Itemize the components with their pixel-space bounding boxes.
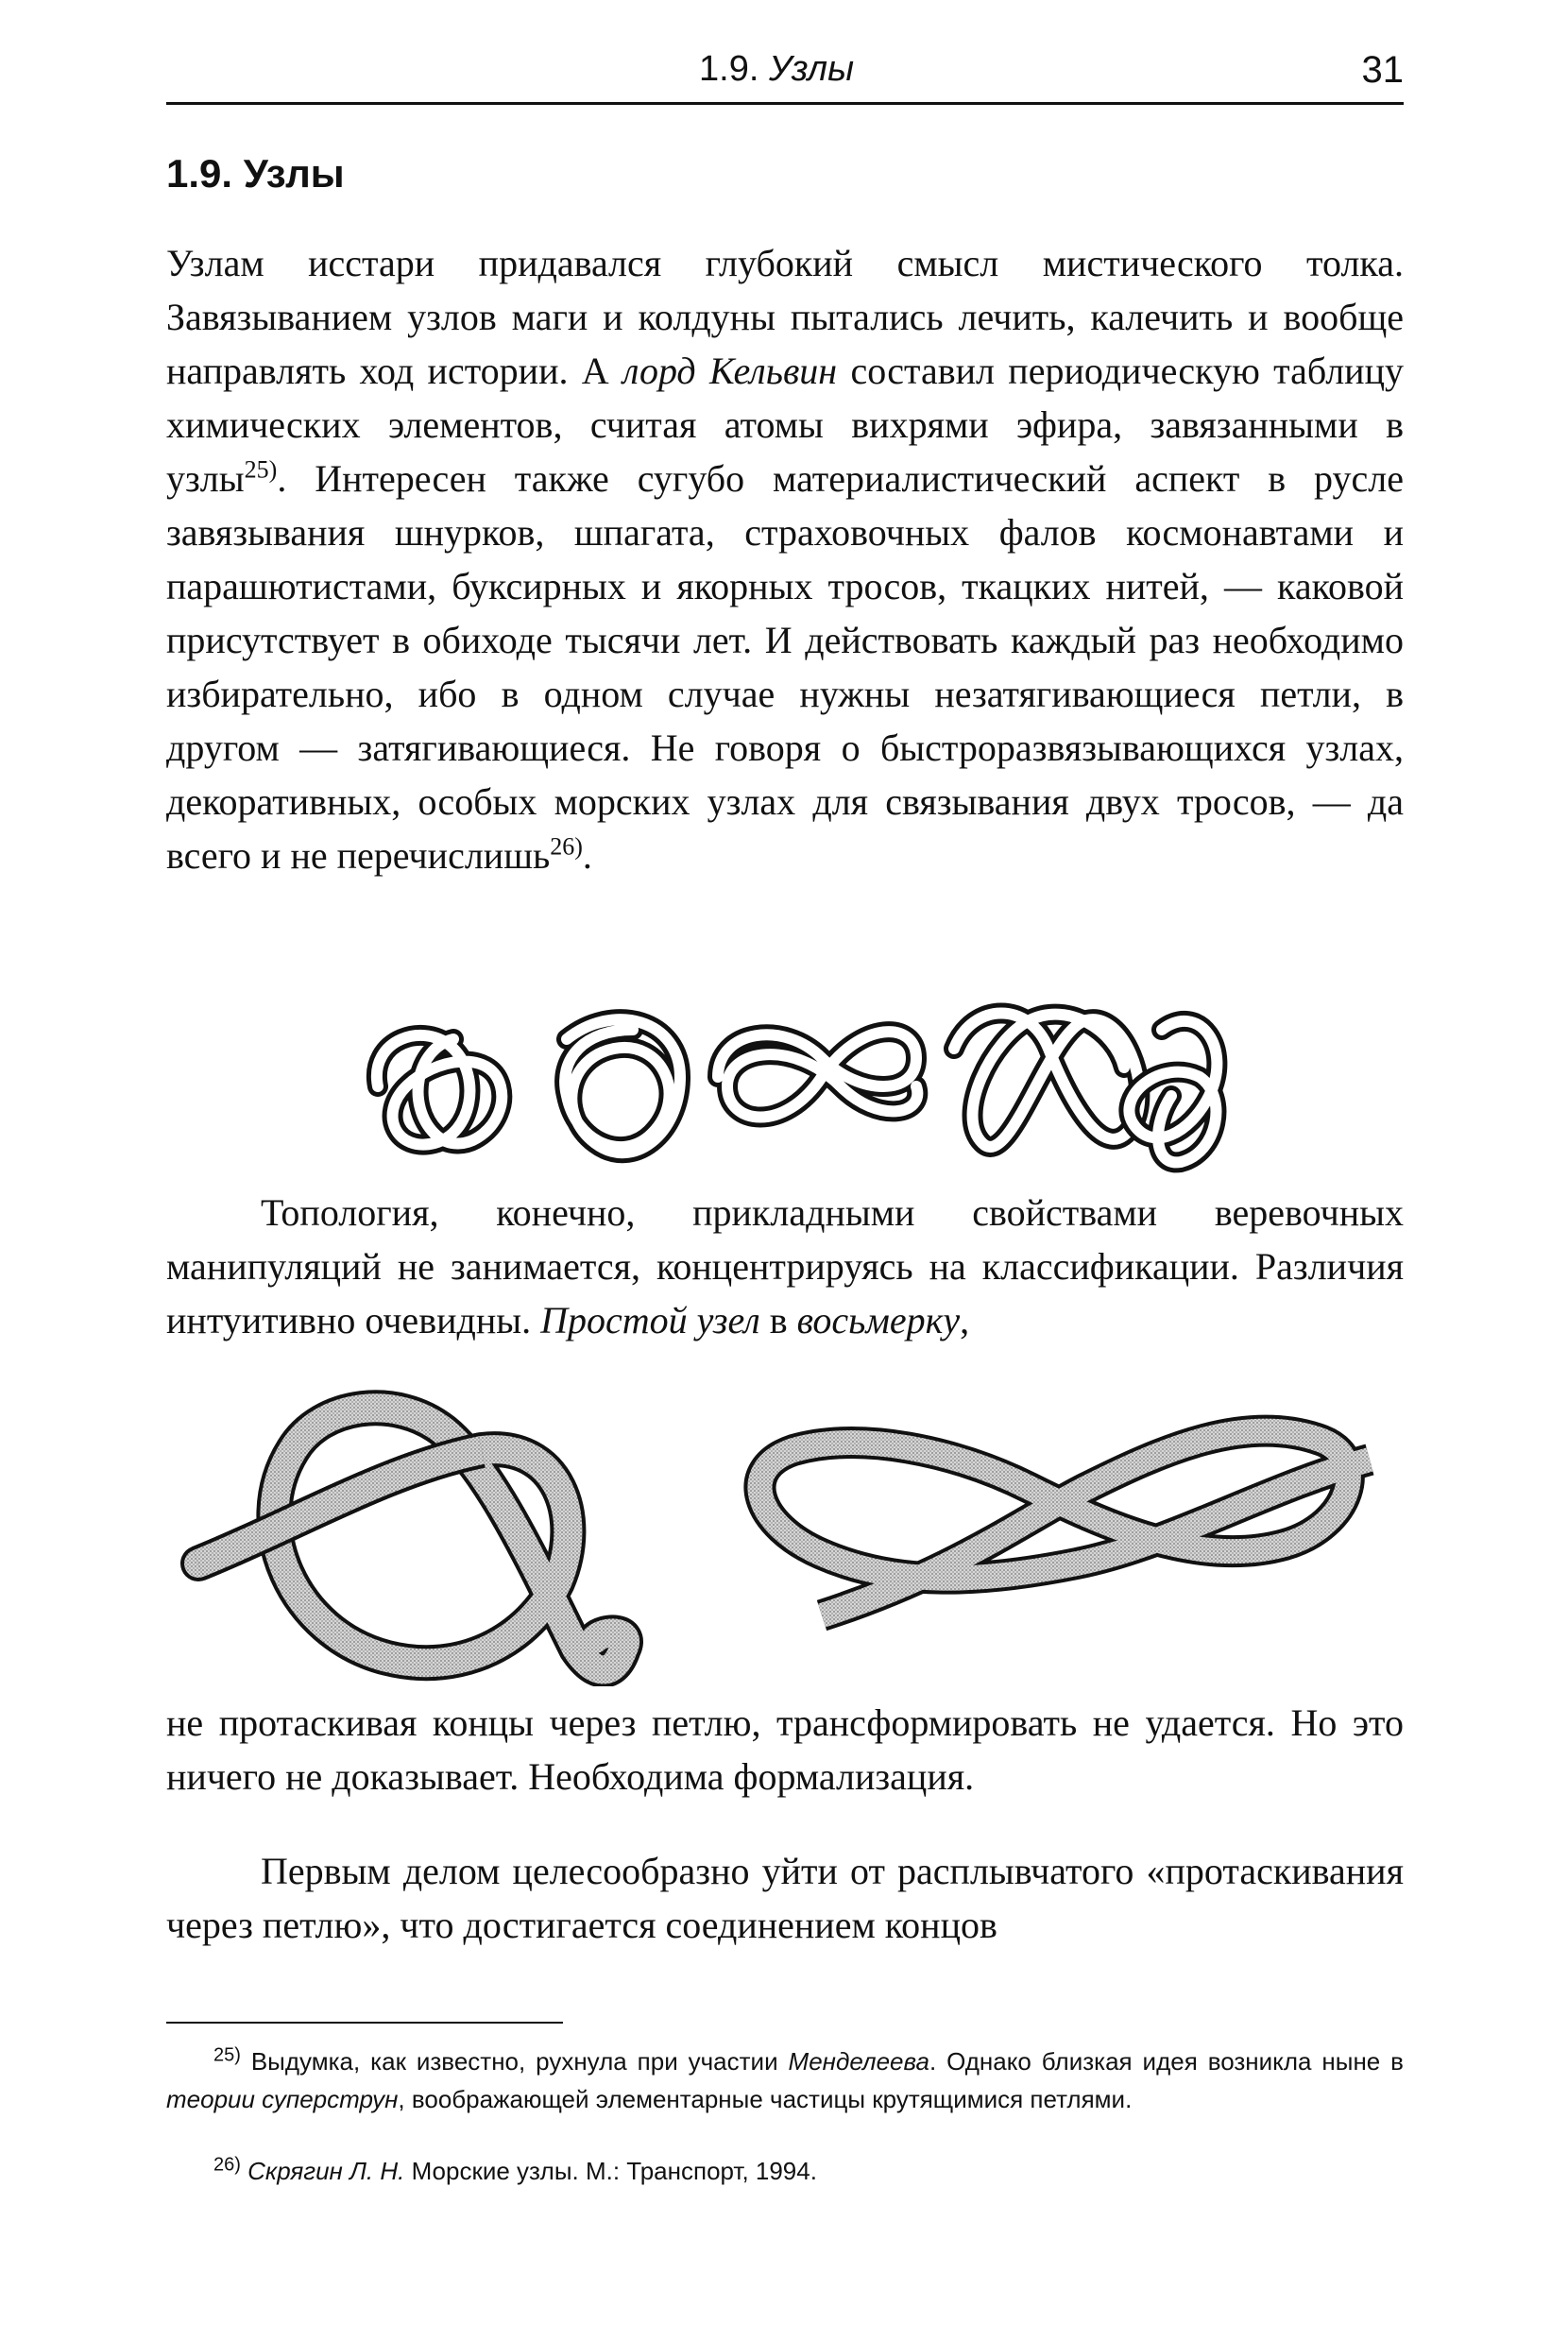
footnote-divider: [166, 2022, 563, 2024]
running-header: [166, 49, 1404, 105]
paragraph-2: Топология, конечно, прикладными свойствами веревочных манипуляций не занимается, концентрируясь на классификации. Различия интуитивно очевидны. Простой узел в восьмерку,: [166, 1191, 1404, 1341]
knot-d-icon: [954, 1014, 1139, 1147]
knot-c-icon: [718, 1032, 917, 1117]
paragraph-1: Узлам исстари придавался глубокий смысл мистического толка. Завязыванием узлов маги и колдуны пытались лечить, калечить и вообще направлять ход истории. А лорд Кельвин составил периодическую таблицу химических элементов, считая атомы вихрями эфира, завязанными в узлы$^{25)}$. Интересен также сугубо материалистический аспект в русле завязывания шнурков, шпагата, страховочных фалов космонавтами и парашютистами, буксирных и якорных тросов, ткацких нитей, — каковой присутствует в обиходе тысячи лет. И действовать каждый раз необходимо избирательно, ибо в одном случае нужны незатягивающиеся петли, в другом — затягивающиеся. Не говоря о быстроразвязывающихся узлах, декоративных, особых морских узлах для связывания двух тросов, — да всего и не перечислишь$^{26)}$.: [166, 242, 1404, 877]
knot-diagrams-row: [349, 983, 1237, 1186]
overhand-knot-icon: [198, 1408, 625, 1669]
rope-figures: [179, 1365, 1407, 1686]
knot-a-icon: [377, 1035, 502, 1145]
knot-e-icon: [1129, 1021, 1217, 1162]
paragraph-4: Первым делом целесообразно уйти от расплывчатого «протаскивания через петлю», что достигается соединением концов: [166, 1850, 1404, 1946]
footnote-ref-26: 26): [550, 832, 583, 861]
footnote-26: $^{26)}$ Скрягин Л. Н. Морские узлы. М.: Транспорт, 1994.: [213, 2154, 817, 2185]
running-header-section: 1.9. Узлы: [699, 49, 855, 89]
footnote-marker: 26): [213, 2154, 241, 2176]
figure-eight-knot-icon: [759, 1431, 1370, 1615]
knot-b-icon: [565, 1019, 680, 1153]
footnote-marker: 25): [213, 2044, 241, 2066]
section-heading: 1.9. Узлы: [166, 151, 345, 196]
footnote-25: $^{25)}$ Выдумка, как известно, рухнула при участии Менделеева. Однако близкая идея возникла ныне в теории суперструн, воображающей элементарные частицы крутящимися петлями.: [166, 2044, 1404, 2113]
paragraph-3: не протаскивая концы через петлю, трансформировать не удается. Но это ничего не доказывает. Необходима формализация.: [166, 1701, 1404, 1798]
footnote-ref-25: 25): [244, 455, 278, 484]
page-number: 31: [1361, 49, 1404, 91]
